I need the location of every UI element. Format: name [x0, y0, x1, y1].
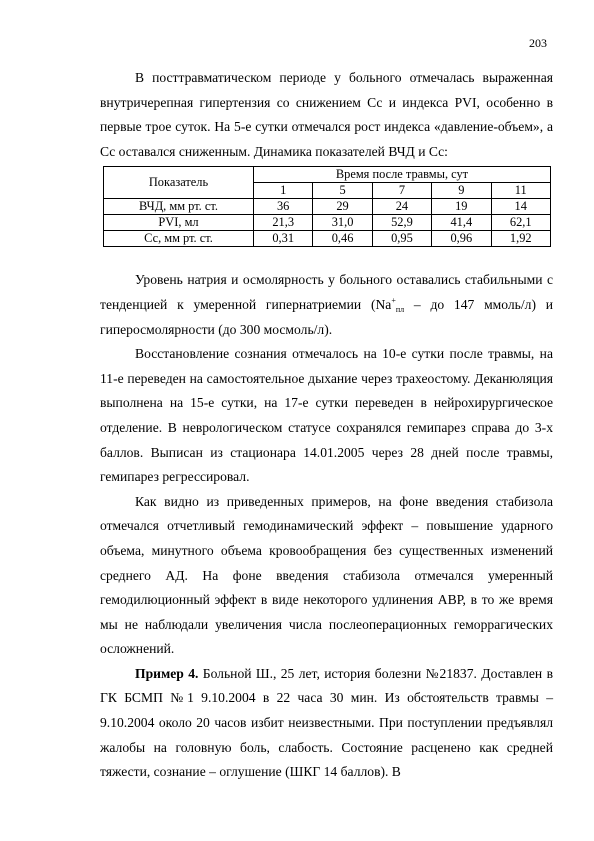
- recovery-paragraph: Восстановление сознания отмечалось на 10-е сутки после травмы, на 11-е переведен на самостоятельное дыхание через трахеостому. Деканюляция выполнена на 15-е сутки, на 17-е сутки переведен в нейрохирургическое отделение. В неврологическом статусе сохранялся гемипарез справа до 3-х баллов. Выписан из стационара 14.01.2005 через 28 дней после травмы, гемипарез регрессировал.: [100, 346, 553, 485]
- example-paragraph: [100, 662, 553, 785]
- table-day: 9: [432, 183, 491, 199]
- table-cell: 0,46: [313, 231, 372, 247]
- table-header-param: Показатель: [104, 167, 254, 199]
- sodium-text-after: – до 147 ммоль/л) и гиперосмолярности (до 300 мосмоль/л).: [100, 296, 554, 337]
- table-cell: 21,3: [254, 215, 313, 231]
- table-cell: 0,96: [432, 231, 491, 247]
- page-body: [100, 66, 553, 785]
- sodium-subscript: пл: [395, 304, 405, 314]
- example-text: Больной Ш., 25 лет, история болезни №21837. Доставлен в ГК БСМП №1 9.10.2004 в 22 часа 30 мин. Из обстоятельств травмы – 9.10.2004 около 20 часов избит неизвестными. При поступлении предъявлял жалобы на головную боль, слабость. Состояние расценено как средней тяжести, сознание – оглушение (ШКГ 14 баллов). В: [100, 665, 553, 780]
- conclusion-paragraph: Как видно из приведенных примеров, на фоне введения стабизола отмечался отчетливый гемодинамический эффект – повышение ударного объема, минутного объема кровообращения без существенных изменений среднего АД. На фоне введения стабизола отмечался умеренный гемодилюционный эффект в виде некоторого удлинения АВР, в то же время мы не наблюдали увеличения числа послеоперационных геморрагических осложнений.: [100, 493, 553, 657]
- table-header-row: [104, 167, 551, 183]
- sodium-superscript: +: [391, 295, 396, 305]
- table-cell: 29: [313, 199, 372, 215]
- table-row-label: Сс, мм рт. ст.: [104, 231, 254, 247]
- spacer: [100, 247, 553, 268]
- table-cell: 36: [254, 199, 313, 215]
- table-day: 7: [372, 183, 431, 199]
- table-cell: 52,9: [372, 215, 431, 231]
- table-cell: 24: [372, 199, 431, 215]
- table-cell: 0,31: [254, 231, 313, 247]
- table-row-label: ВЧД, мм рт. ст.: [104, 199, 254, 215]
- table-row-pvi: [104, 215, 551, 231]
- table-row-cc: [104, 231, 551, 247]
- dynamics-table: [103, 166, 551, 247]
- intro-paragraph: В посттравматическом периоде у больного отмечалась выраженная внутричерепная гипертензия со снижением Сс и индекса PVI, особенно в первые трое суток. На 5-е сутки отмечался рост индекса «давление-объем», а Сс оставался сниженным. Динамика показателей ВЧД и Сс:: [100, 70, 553, 159]
- table-cell: 62,1: [491, 215, 551, 231]
- table-cell: 14: [491, 199, 551, 215]
- example-label: Пример 4.: [135, 665, 199, 681]
- table-row-icp: [104, 199, 551, 215]
- table-cell: 41,4: [432, 215, 491, 231]
- sodium-text-before: Уровень натрия и осмолярность у больного оставались стабильными с тенденцией к умеренной гипернатриемии (Na: [100, 272, 553, 312]
- table-cell: 1,92: [491, 231, 551, 247]
- page-number: 203: [529, 36, 547, 50]
- table-row-label: PVI, мл: [104, 215, 254, 231]
- table-day: 1: [254, 183, 313, 199]
- table-cell: 0,95: [372, 231, 431, 247]
- table-header-time: Время после травмы, сут: [254, 167, 551, 183]
- table-day: 11: [491, 183, 551, 199]
- table-cell: 31,0: [313, 215, 372, 231]
- table-cell: 19: [432, 199, 491, 215]
- sodium-paragraph: [100, 268, 553, 342]
- table-day: 5: [313, 183, 372, 199]
